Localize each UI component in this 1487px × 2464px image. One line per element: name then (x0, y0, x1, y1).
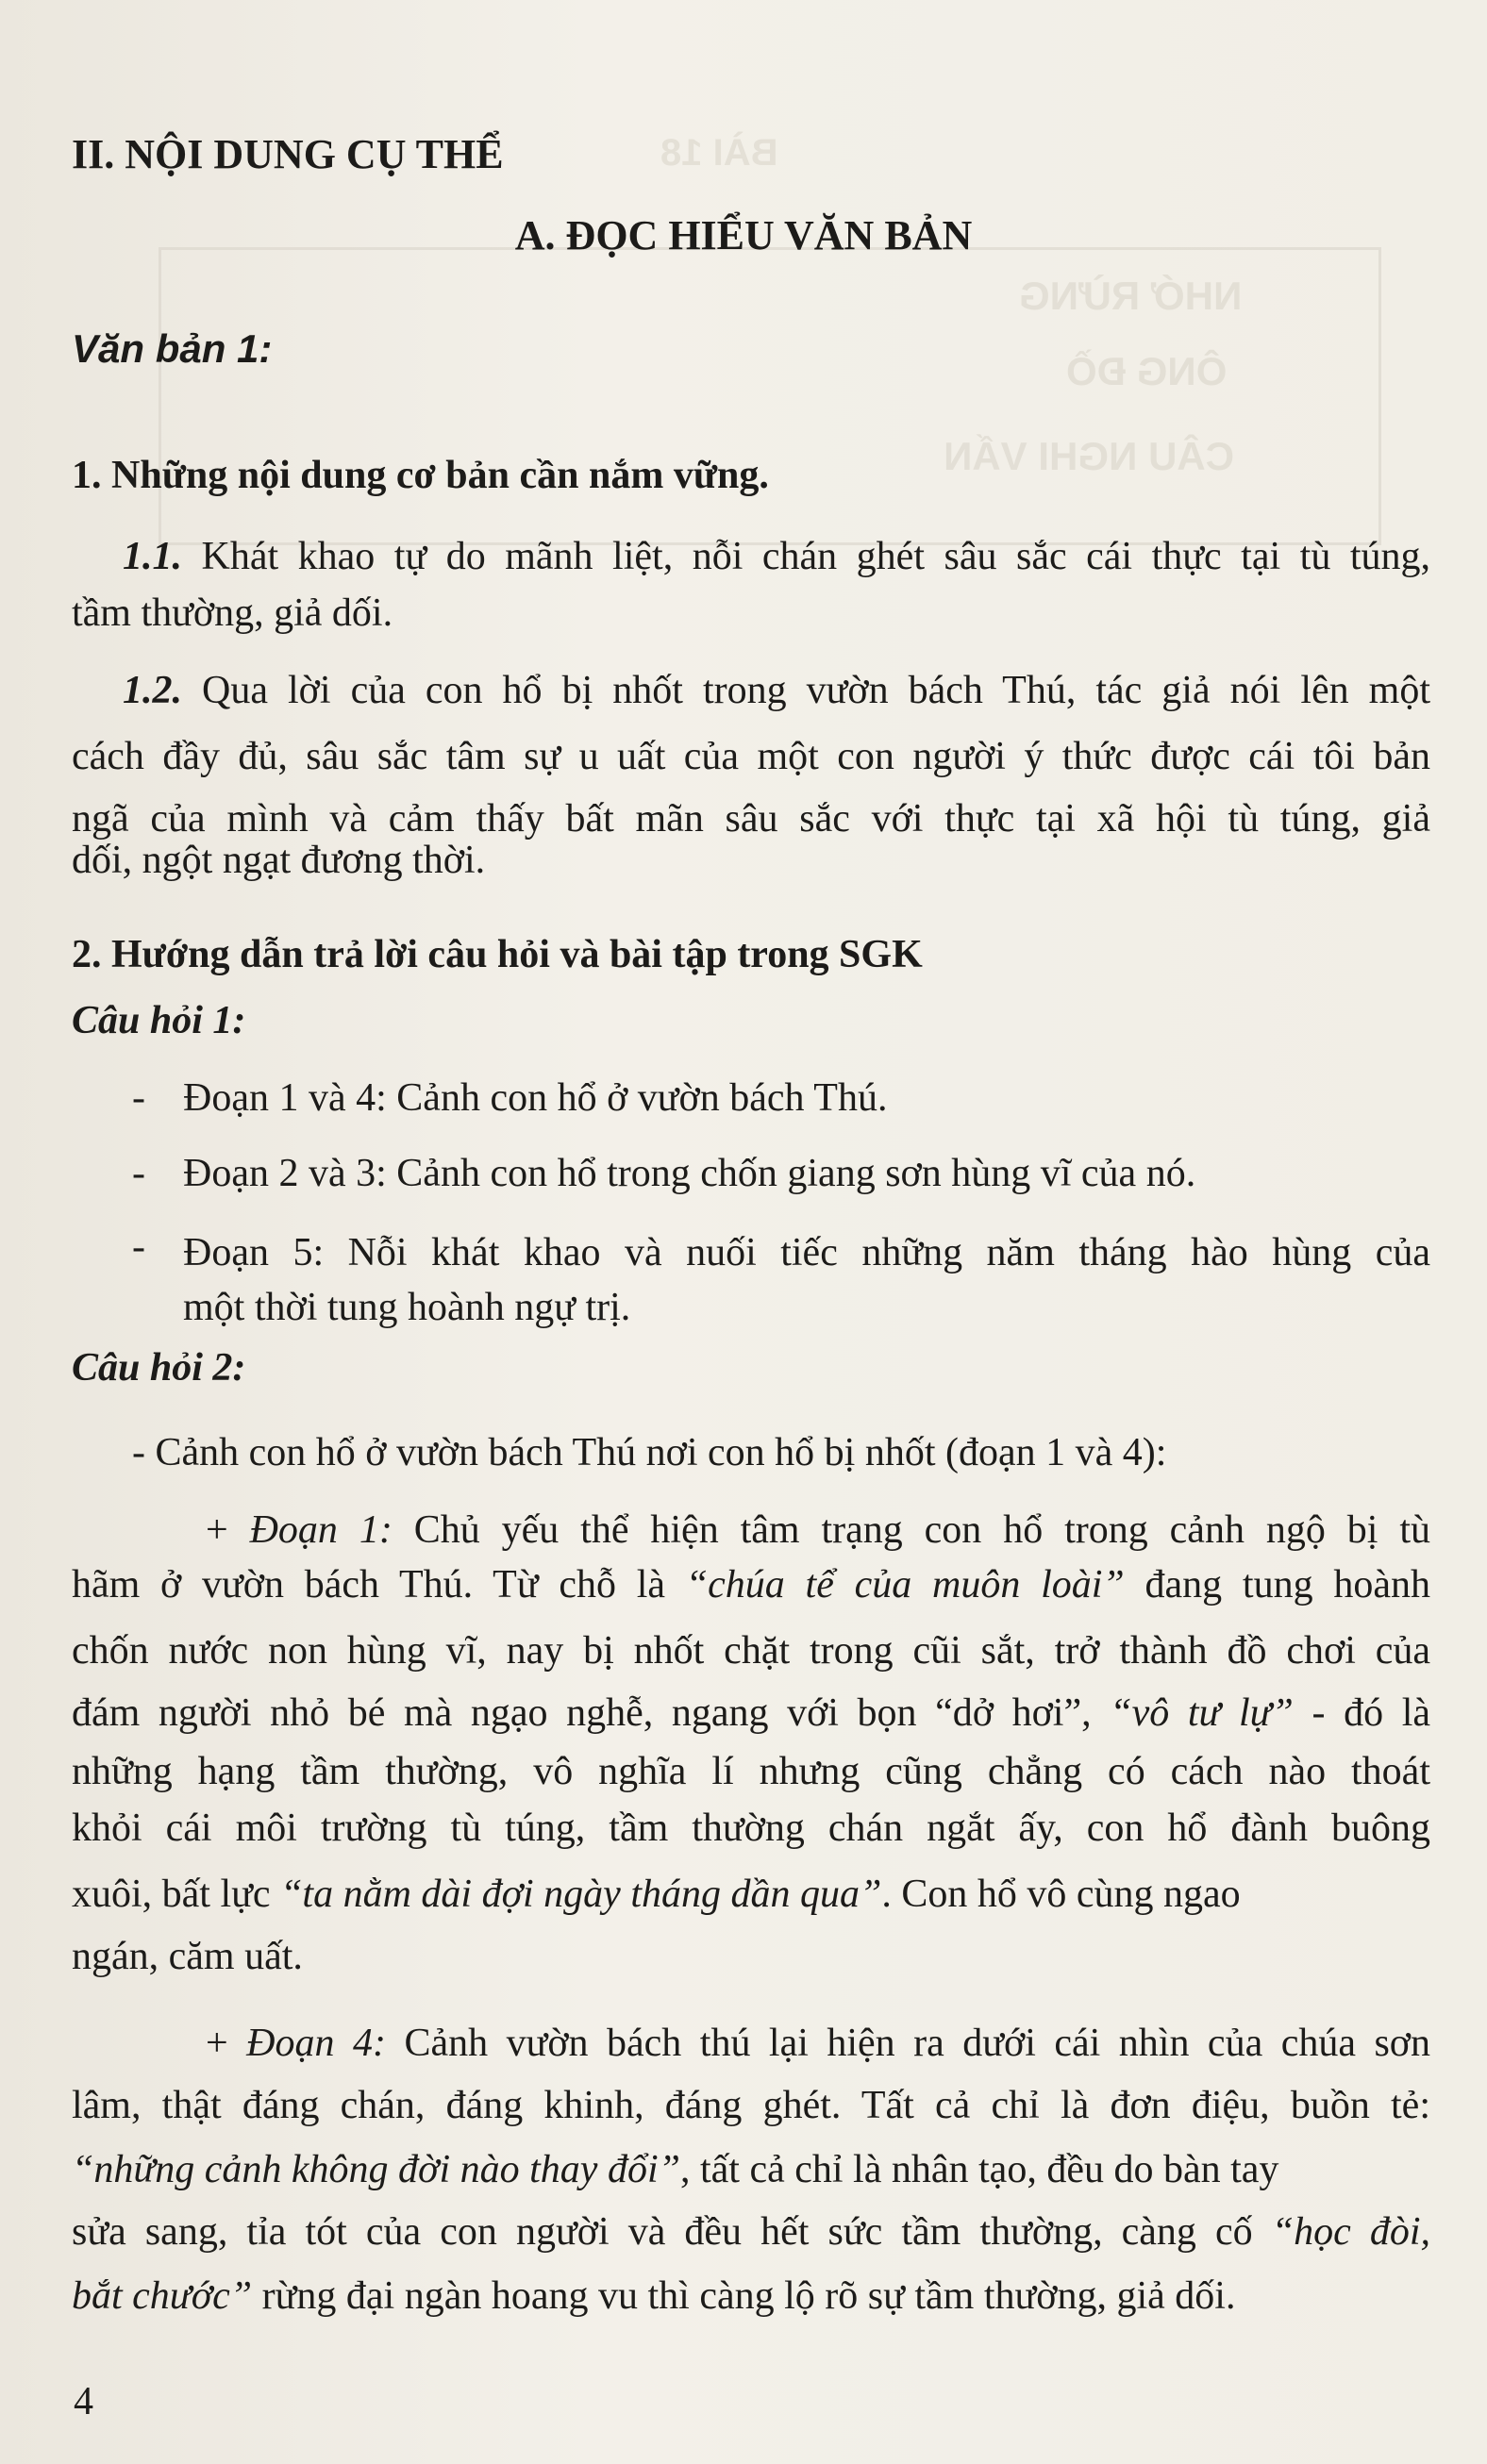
paragraph-text: rừng đại ngàn hoang vu thì càng lộ rõ sự tầm thường, giả dối. (252, 2274, 1236, 2318)
paragraph-line (72, 1864, 1430, 1924)
paragraph-line (72, 2266, 1430, 2326)
paragraph-text: đám người nhỏ bé mà ngạo nghễ, ngang với bọn “dở hơi”, (72, 1691, 1111, 1735)
part2-title: 2. Hướng dẫn trả lời câu hỏi và bài tập trong SGK (72, 933, 923, 976)
paragraph-line (72, 1555, 1430, 1615)
paragraph-line (72, 2139, 1430, 2200)
paragraph-line: khỏi cái môi trường tù túng, tầm thường chán ngắt ấy, con hổ đành buông (72, 1806, 1430, 1850)
paragraph-text: - đó là (1293, 1691, 1430, 1735)
quote: “những cảnh không đời nào thay đổi” (72, 2148, 680, 2191)
plus-marker: + (206, 1508, 250, 1552)
paragraph-text: Cảnh vườn bách thú lại hiện ra dưới cái nhìn của chúa sơn (385, 2022, 1431, 2065)
show-through-text: NHỚ RỪNG (1019, 274, 1243, 318)
page-number: 4 (74, 2380, 93, 2423)
paragraph-line: lâm, thật đáng chán, đáng khinh, đáng ghét. Tất cả chỉ là đơn điệu, buồn tẻ: (72, 2084, 1430, 2127)
paragraph-text: đang tung hoành (1124, 1563, 1430, 1607)
question-1-label: Câu hỏi 1: (72, 999, 246, 1042)
paragraph-text: Khát khao tự do mãnh liệt, nỗi chán ghét sâu sắc cái thực tại tù túng, (182, 535, 1430, 578)
paragraph-line: những hạng tầm thường, vô nghĩa lí nhưng cũng chẳng có cách nào thoát (72, 1750, 1430, 1793)
paragraph-text: , tất cả chỉ là nhân tạo, đều do bàn tay (679, 2148, 1279, 2191)
list-dash: - (132, 1152, 145, 1195)
paragraph-line: dối, ngột ngạt đương thời. (72, 839, 486, 882)
quote: “học đòi, (1271, 2210, 1431, 2254)
quote: “ta nằm dài đợi ngày tháng dần qua” (280, 1873, 882, 1916)
paragraph-number: 1.2. (123, 669, 182, 712)
show-through-text: ÔNG ĐỒ (1066, 349, 1228, 393)
paragraph-doan-1 (206, 1500, 1430, 1560)
segment-label: Đoạn 1: (249, 1508, 393, 1552)
paragraph-text: Chủ yếu thể hiện tâm trạng con hổ trong cảnh ngộ bị tù (392, 1508, 1430, 1552)
list-dash: - (132, 1076, 145, 1120)
segment-label: Đoạn 4: (246, 2022, 386, 2065)
question-2-intro: - Cảnh con hổ ở vườn bách Thú nơi con hổ bị nhốt (đoạn 1 và 4): (132, 1431, 1167, 1474)
paragraph-1-2 (123, 660, 1430, 721)
list-item-continuation: một thời tung hoành ngự trị. (183, 1286, 631, 1329)
question-2-label: Câu hỏi 2: (72, 1346, 246, 1390)
paragraph-text: sửa sang, tỉa tót của con người và đều hết sức tầm thường, càng cố (72, 2210, 1272, 2254)
list-item: Đoạn 1 và 4: Cảnh con hổ ở vườn bách Thú. (183, 1076, 888, 1120)
part1-title: 1. Những nội dung cơ bản cần nắm vững. (72, 454, 769, 497)
paragraph-number: 1.1. (123, 535, 182, 578)
quote: “vô tư lự” (1110, 1691, 1294, 1735)
paragraph-line: cách đầy đủ, sâu sắc tâm sự u uất của một con người ý thức được cái tôi bản (72, 735, 1430, 778)
paragraph-line (72, 2202, 1430, 2262)
text-label: Văn bản 1: (72, 326, 273, 371)
paragraph-text: xuôi, bất lực (72, 1873, 281, 1916)
subsection-heading: A. ĐỌC HIỂU VĂN BẢN (514, 212, 973, 258)
paragraph-text: hãm ở vườn bách Thú. Từ chỗ là (72, 1563, 686, 1607)
list-dash: - (132, 1225, 145, 1269)
quote: “chúa tể của muôn loài” (685, 1563, 1125, 1607)
paragraph-line: chốn nước non hùng vĩ, nay bị nhốt chặt trong cũi sắt, trở thành đồ chơi của (72, 1629, 1430, 1673)
paragraph-line (72, 1683, 1430, 1743)
plus-marker: + (206, 2022, 247, 2065)
list-item: Đoạn 2 và 3: Cảnh con hổ trong chốn giang sơn hùng vĩ của nó. (183, 1152, 1196, 1195)
section-heading: II. NỘI DUNG CỤ THỂ (72, 131, 504, 177)
paragraph-line: tầm thường, giả dối. (72, 591, 393, 635)
list-item: Đoạn 5: Nỗi khát khao và nuối tiếc những năm tháng hào hùng của (183, 1231, 1430, 1274)
show-through-text: CÂU NGHI VẤN (944, 434, 1235, 478)
paragraph-text: Qua lời của con hổ bị nhốt trong vườn bách Thú, tác giả nói lên một (182, 669, 1430, 712)
paragraph-1-1 (123, 526, 1430, 587)
paragraph-line: ngã của mình và cảm thấy bất mãn sâu sắc với thực tại xã hội tù túng, giả (72, 797, 1430, 841)
show-through-text: BÀI 18 (660, 132, 778, 174)
paragraph-doan-4 (206, 2013, 1430, 2073)
paragraph-text: . Con hổ vô cùng ngao (881, 1873, 1241, 1916)
quote: bắt chước” (72, 2274, 253, 2318)
paragraph-line: ngán, căm uất. (72, 1935, 303, 1978)
